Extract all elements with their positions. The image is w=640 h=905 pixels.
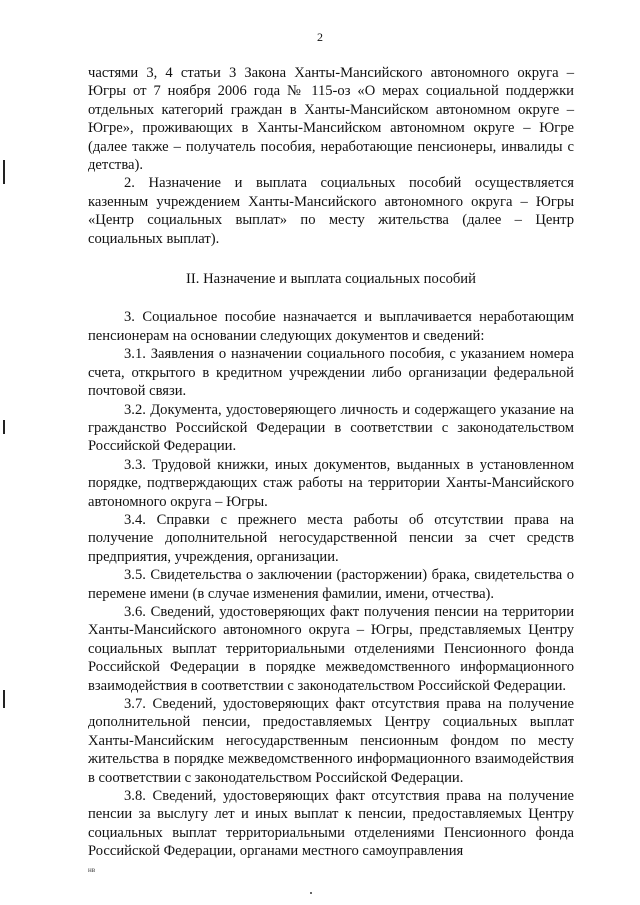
paragraph-3-1: 3.1. Заявления о назначении социального пособия, с указанием номера счета, открытого в кредитном учреждении либо организации федеральной почтовой связи. (88, 346, 574, 400)
footer-initials: нв (88, 866, 96, 874)
scan-binding-mark (3, 690, 5, 708)
paragraph-3-8: 3.8. Сведений, удостоверяющих факт отсутствия права на получение пенсии за выслугу лет и иных выплат к пенсии, предоставляемых Центру социальных выплат территориальными отделениями Пенсионного фонда Российской Федерации, органами местного самоуправления (88, 788, 574, 860)
paragraph-3: 3. Социальное пособие назначается и выплачивается неработающим пенсионерам на основании следующих документов и сведений: (88, 309, 574, 344)
paragraph-3-5: 3.5. Свидетельства о заключении (расторжении) брака, свидетельства о перемене имени (в случае изменения фамилии, имени, отчества). (88, 567, 574, 602)
section-heading: II. Назначение и выплата социальных пособий (186, 271, 476, 288)
paragraph-continuation: частями 3, 4 статьи 3 Закона Ханты-Мансийского автономного округа – Югры от 7 ноября 2006 года № 115-оз «О мерах социальной поддержки отдельных категорий граждан в Ханты-Мансийском автономном округе – Югре», проживающих в Ханты-Мансийском автономном округе – Югре (далее также – получатель пособия, неработающие пенсионеры, инвалиды с детства). (88, 65, 574, 174)
paragraph-3-3: 3.3. Трудовой книжки, иных документов, выданных в установленном порядке, подтверждающих стаж работы на территории Ханты-Мансийского автономного округа – Югры. (88, 456, 574, 510)
paragraph-3-7: 3.7. Сведений, удостоверяющих факт отсутствия права на получение дополнительной пенсии, предоставляемых Центру социальных выплат Ханты-Мансийским негосударственным пенсионным фондом по месту жительства в порядке межведомственного информационного взаимодействия в соответствии с законодательством Российской Федерации. (88, 696, 574, 786)
paragraph-3-4: 3.4. Справки с прежнего места работы об отсутствии права на получение дополнительной негосударственной пенсии за счет средств предприятия, учреждения, организации. (88, 511, 574, 565)
scan-dot-mark (310, 892, 312, 894)
paragraph-3-2: 3.2. Документа, удостоверяющего личность и содержащего указание на гражданство Российской Федерации в соответствии с законодательством Российской Федерации. (88, 401, 574, 455)
paragraph-3-6: 3.6. Сведений, удостоверяющих факт получения пенсии на территории Ханты-Мансийского автономного округа – Югры, представляемых Центру социальных выплат территориальными отделениями Пенсионного фонда Российской Федерации в порядке межведомственного информационного взаимодействия в соответствии с законодательством Российской Федерации. (88, 603, 574, 694)
scan-binding-mark (3, 420, 5, 434)
document-body (88, 64, 574, 861)
paragraph-2: 2. Назначение и выплата социальных пособий осуществляется казенным учреждением Ханты-Мансийского автономного округа – Югры «Центр социальных выплат» по месту жительства (далее – Центр социальных выплат). (88, 175, 574, 247)
scan-binding-mark (3, 160, 5, 184)
page-number: 2 (317, 30, 323, 44)
